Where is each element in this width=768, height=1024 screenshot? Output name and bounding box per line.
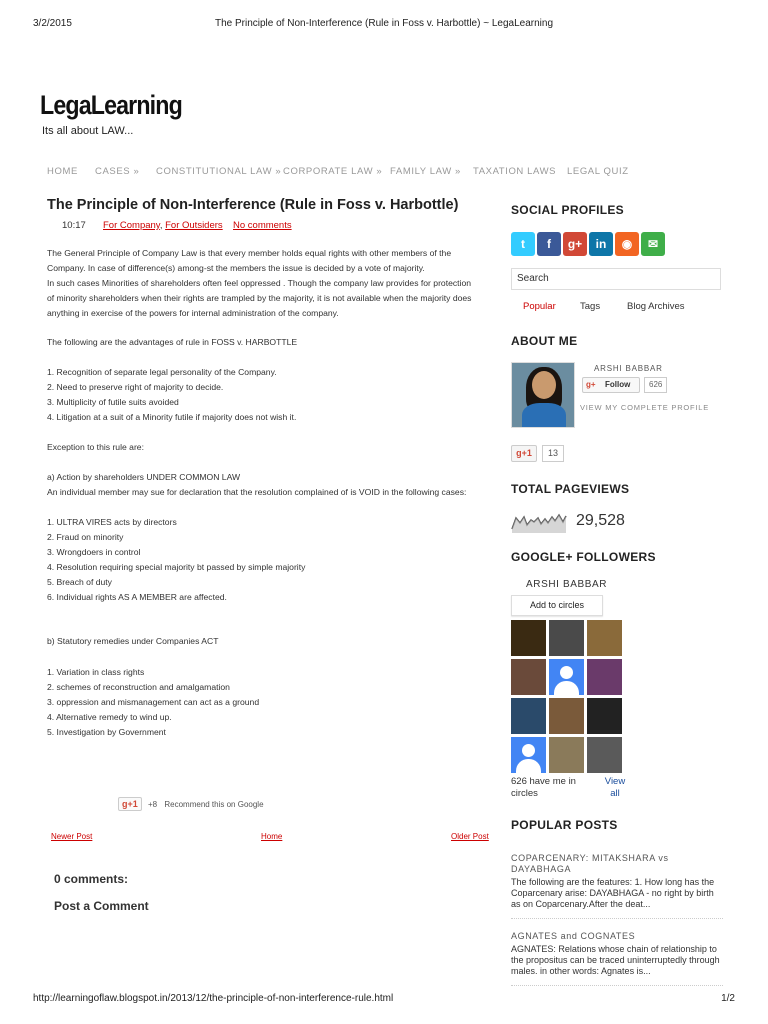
follower-avatar[interactable]	[511, 698, 546, 734]
follower-avatar[interactable]	[549, 737, 584, 773]
follower-avatar[interactable]	[549, 659, 584, 695]
follower-avatar[interactable]	[587, 659, 622, 695]
google-plus-icon: g+	[586, 380, 596, 389]
follower-avatar[interactable]	[511, 620, 546, 656]
site-title[interactable]: LegaLearning	[40, 90, 182, 120]
about-me-title: ABOUT ME	[511, 334, 578, 348]
body-line: 4. Alternative remedy to wind up.	[47, 712, 172, 722]
search-input[interactable]: Search	[511, 268, 721, 290]
tab-tags[interactable]: Tags	[580, 301, 601, 312]
email-icon[interactable]: ✉	[641, 232, 665, 256]
follow-label: Follow	[605, 380, 631, 389]
share-text: Recommend this on Google	[164, 800, 264, 809]
body-line: 2. Fraud on minority	[47, 532, 124, 542]
twitter-icon[interactable]: t	[511, 232, 535, 256]
label-for-outsiders[interactable]: For Outsiders	[165, 220, 223, 231]
follow-button[interactable]	[582, 377, 640, 393]
view-all-link[interactable]: View all	[604, 776, 626, 799]
view-profile-link[interactable]: VIEW MY COMPLETE PROFILE	[580, 403, 710, 412]
nav-corporate-law[interactable]: CORPORATE LAW »	[283, 166, 383, 177]
body-line: 1. Recognition of separate legal personality of the Company.	[47, 367, 277, 377]
body-line: 3. Multiplicity of futile suits avoided	[47, 397, 179, 407]
nav-taxation-laws[interactable]: TAXATION LAWS	[473, 166, 557, 177]
circle-count: 626 have me in circles	[511, 776, 576, 799]
post-comment-heading: Post a Comment	[54, 899, 149, 913]
popular-post-divider	[511, 918, 723, 919]
body-line: b) Statutory remedies under Companies ACT	[47, 636, 219, 646]
social-profiles-title: SOCIAL PROFILES	[511, 203, 624, 217]
follower-avatar[interactable]	[587, 737, 622, 773]
body-line: 2. schemes of reconstruction and amalgamation	[47, 682, 230, 692]
avatar[interactable]	[511, 362, 575, 428]
body-line: 1. ULTRA VIRES acts by directors	[47, 517, 177, 527]
follow-count: 626	[644, 377, 667, 393]
no-comments-link[interactable]: No comments	[233, 220, 292, 231]
body-line: 2. Need to preserve right of majority to decide.	[47, 382, 224, 392]
nav-cases[interactable]: CASES »	[95, 166, 140, 177]
post-time: 10:17	[62, 220, 86, 231]
follower-avatar[interactable]	[549, 620, 584, 656]
plusone-button[interactable]: g+1	[511, 445, 537, 462]
linkedin-icon[interactable]: in	[589, 232, 613, 256]
older-post-link[interactable]: Older Post	[451, 832, 489, 841]
print-date: 3/2/2015	[33, 18, 72, 29]
google-plus-icon[interactable]: g+	[563, 232, 587, 256]
nav-family-law[interactable]: FAMILY LAW »	[390, 166, 461, 177]
body-line: 4. Resolution requiring special majority bt passed by simple majority	[47, 562, 306, 572]
body-line: 3. Wrongdoers in control	[47, 547, 141, 557]
print-doc-title: The Principle of Non-Interference (Rule in Foss v. Harbottle) ~ LegaLearning	[214, 18, 554, 29]
popular-post-divider	[511, 985, 723, 986]
follower-avatar[interactable]	[511, 737, 546, 773]
body-line: 4. Litigation at a suit of a Minority futile if majority does not wish it.	[47, 412, 297, 422]
body-line: 5. Investigation by Government	[47, 727, 166, 737]
label-separator: ,	[159, 220, 163, 231]
nav-constitutional-law[interactable]: CONSTITUTIONAL LAW »	[156, 166, 282, 177]
post-labels	[103, 220, 223, 231]
body-line: 5. Breach of duty	[47, 577, 112, 587]
body-line: In such cases Minorities of shareholders often feel oppressed . Though the company law provides for protection	[47, 278, 472, 288]
post-title[interactable]: The Principle of Non-Interference (Rule in Foss v. Harbottle)	[47, 197, 459, 213]
body-line: An individual member may sue for declaration that the resolution complained of is VOID in the following cases:	[47, 487, 467, 497]
follower-avatar[interactable]	[587, 620, 622, 656]
follower-avatar[interactable]	[511, 659, 546, 695]
newer-post-link[interactable]: Newer Post	[51, 832, 93, 841]
popular-post-title[interactable]: AGNATES and COGNATES	[511, 931, 636, 941]
popular-posts-title: POPULAR POSTS	[511, 818, 618, 832]
comments-link	[233, 220, 292, 231]
popular-post-snippet: The following are the features: 1. How long has the Coparcenary arise: DAYABHAGA - no right by birth as on Coparcenary.After the deat...	[511, 877, 715, 909]
plusone-count: 13	[542, 445, 564, 462]
print-page-number: 1/2	[721, 993, 735, 1004]
home-link[interactable]: Home	[261, 832, 283, 841]
google-followers-title: GOOGLE+ FOLLOWERS	[511, 550, 656, 564]
body-line: The following are the advantages of rule in FOSS v. HARBOTTLE	[47, 337, 298, 347]
nav-legal-quiz[interactable]: LEGAL QUIZ	[567, 166, 629, 177]
about-name[interactable]: ARSHI BABBAR	[594, 364, 663, 373]
popular-post-title[interactable]: COPARCENARY: MITAKSHARA vs DAYABHAGA	[511, 853, 669, 874]
facebook-icon[interactable]: f	[537, 232, 561, 256]
pageviews-count: 29,528	[576, 512, 625, 529]
share-count: +8	[148, 800, 158, 809]
pageviews-sparkline	[511, 509, 567, 533]
follower-avatar[interactable]	[587, 698, 622, 734]
body-line: The General Principle of Company Law is that every member holds equal rights with other members of the	[47, 248, 452, 258]
body-line: 3. oppression and mismanagement can act as a ground	[47, 697, 260, 707]
popular-post-snippet: AGNATES: Relations whose chain of relationship to the propositus can be traced uninterruptedly through males. in other words: Agnates is...	[511, 944, 720, 976]
body-line: 1. Variation in class rights	[47, 667, 145, 677]
body-line: anything in exercise of the powers for internal administration of the company.	[47, 308, 339, 318]
tab-popular[interactable]: Popular	[523, 301, 556, 312]
body-line: Exception to this rule are:	[47, 442, 144, 452]
add-to-circles-button[interactable]: Add to circles	[511, 595, 603, 616]
nav-home[interactable]: HOME	[47, 166, 78, 177]
body-line: of minority shareholders when their rights are trampled by the majority, it is not available when the majority does	[47, 293, 472, 303]
body-line: 6. Individual rights AS A MEMBER are affected.	[47, 592, 227, 602]
body-line: Company. In case of difference(s) among-st the members the issue is decided by a vote of majority.	[47, 263, 425, 273]
total-pageviews-title: TOTAL PAGEVIEWS	[511, 482, 630, 496]
followers-profile-name[interactable]: ARSHI BABBAR	[526, 579, 608, 590]
comments-title: 0 comments:	[54, 872, 129, 886]
share-bar	[118, 797, 264, 811]
label-for-company[interactable]: For Company	[103, 220, 160, 231]
print-url: http://learningoflaw.blogspot.in/2013/12/the-principle-of-non-interference-rule.html	[33, 993, 394, 1004]
follower-avatar[interactable]	[549, 698, 584, 734]
rss-icon[interactable]: ◉	[615, 232, 639, 256]
site-description: Its all about LAW...	[42, 125, 134, 137]
tab-blog-archives[interactable]: Blog Archives	[627, 301, 685, 312]
gplus-share-button[interactable]: g+1	[118, 797, 142, 811]
body-line: a) Action by shareholders UNDER COMMON LAW	[47, 472, 241, 482]
